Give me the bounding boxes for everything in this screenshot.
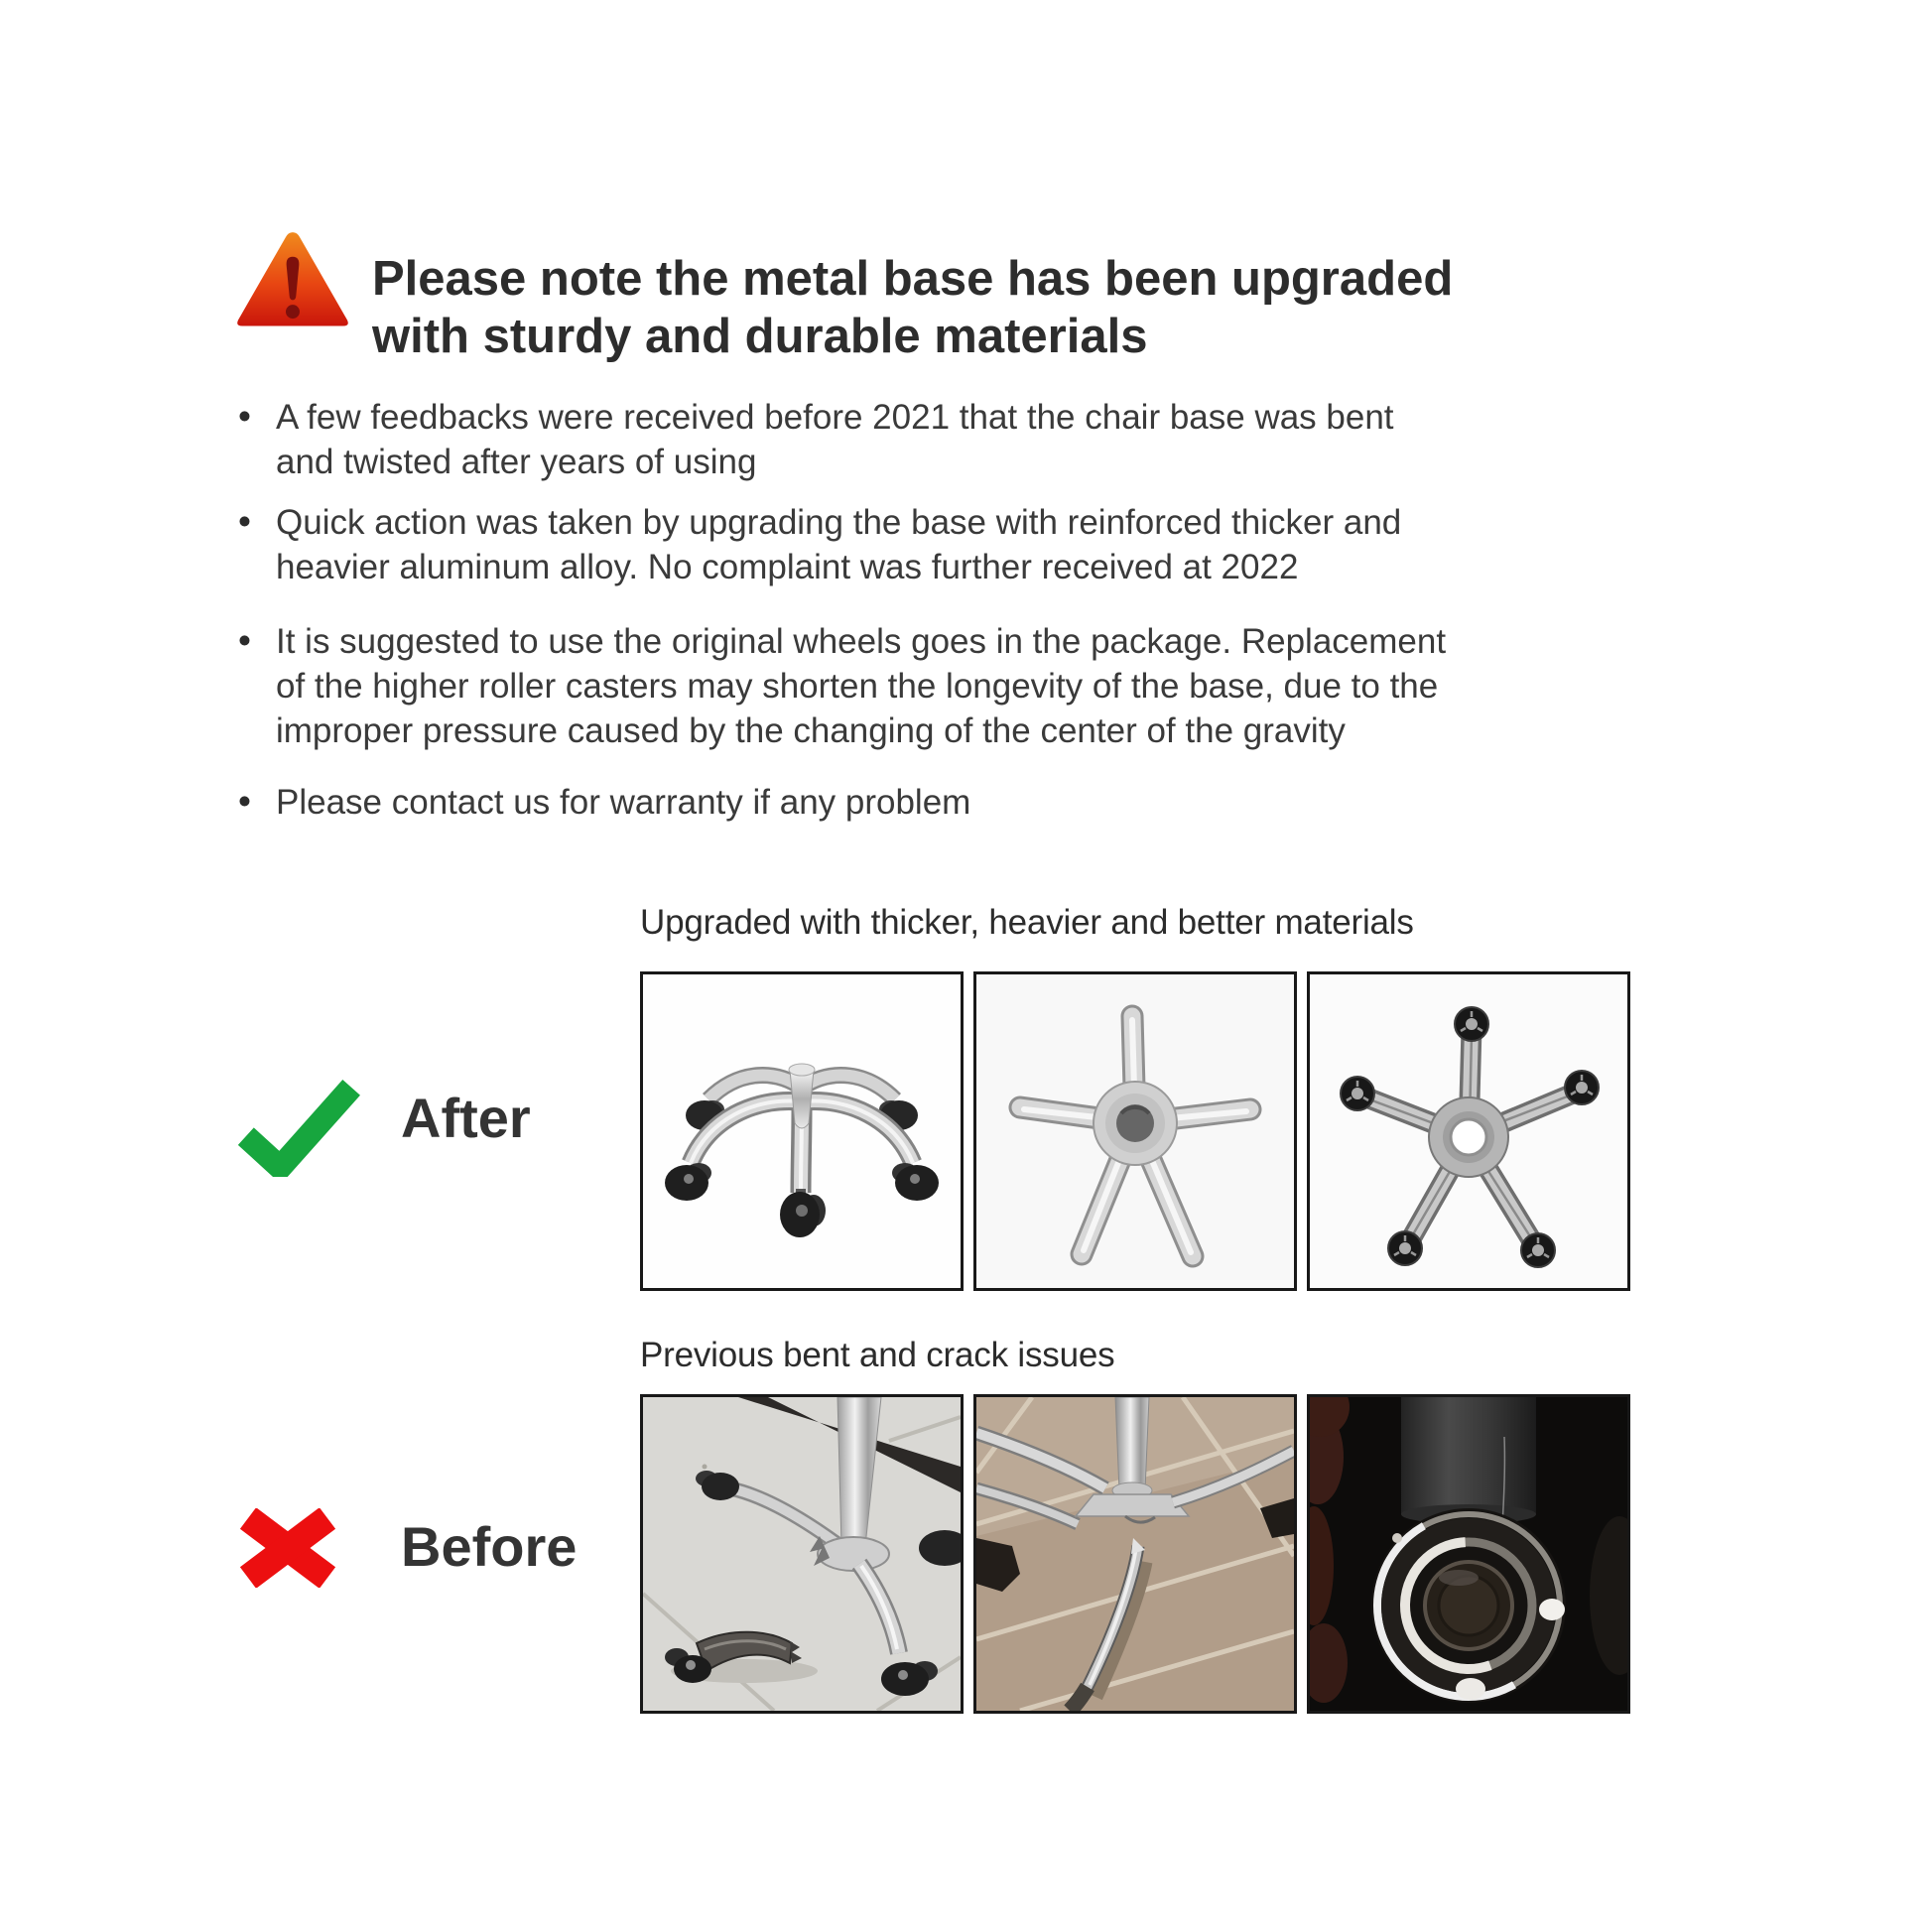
notice-bullet-1: • A few feedbacks were received before 2021 that the chair base was bent and twisted after years of using [238, 395, 1627, 484]
notice-bullet-4: • Please contact us for warranty if any problem [238, 780, 1627, 825]
page-title-line-2: with sturdy and durable materials [372, 309, 1148, 363]
page-title-line-1: Please note the metal base has been upgraded [372, 251, 1454, 306]
after-photo-row [640, 971, 1630, 1291]
check-icon [234, 1080, 361, 1175]
before-caption: Previous bent and crack issues [640, 1336, 1115, 1374]
cross-icon [238, 1508, 337, 1588]
warning-triangle-icon [234, 228, 351, 331]
page-title [372, 250, 1453, 365]
after-label: After [401, 1087, 531, 1149]
after-photo-3 [1307, 971, 1630, 1291]
before-photo-1 [640, 1394, 964, 1714]
notice-bullet-3: • It is suggested to use the original wheels goes in the package. Replacement of the higher roller casters may shorten the longevity of the base, due to the improper pressure caused by the changing of the center of the gravity [238, 619, 1627, 753]
notice-bullet-list [238, 395, 1627, 825]
before-photo-2 [973, 1394, 1297, 1714]
after-photo-1 [640, 971, 964, 1291]
before-label: Before [401, 1515, 578, 1578]
after-caption: Upgraded with thicker, heavier and better materials [640, 903, 1414, 942]
before-photo-3 [1307, 1394, 1630, 1714]
before-photo-row [640, 1394, 1630, 1714]
after-photo-2 [973, 971, 1297, 1291]
notice-bullet-2: • Quick action was taken by upgrading the base with reinforced thicker and heavier aluminum alloy. No complaint was further received at 2022 [238, 500, 1627, 589]
